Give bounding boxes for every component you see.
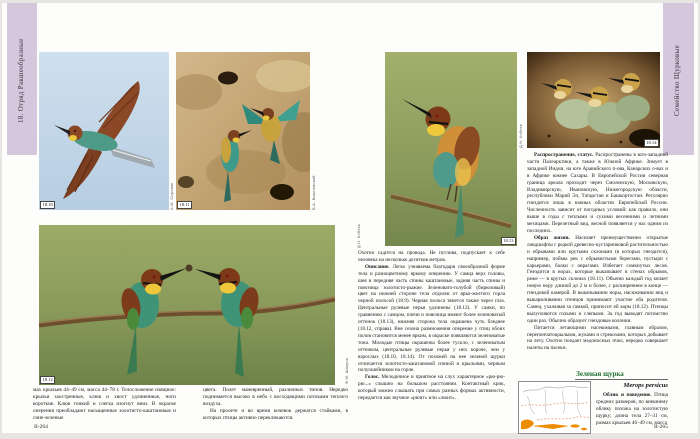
paragraph (358, 264, 505, 375)
paragraph (527, 152, 668, 235)
burrow-young-illustration (527, 52, 660, 148)
photo-credit: Д.Н. Кобезь (518, 124, 523, 148)
photo-18-10-flying-bee-eater (39, 52, 169, 210)
paragraph (527, 235, 668, 325)
flying-bee-eater-illustration (39, 52, 169, 210)
left-page-column-2 (203, 387, 348, 426)
right-family-tab (663, 3, 694, 155)
page-number-right: II-265 (654, 424, 668, 430)
paragraph: мах крыльев 44–49 см, масса 44–78 г. Телосложение изящное: крылья заостренные, клюв и хвост удлиненные, ноги короткие. Клюв тонкий и слегка изогнут вниз. В окраске оперения преобладают насыщенные золотисто-каштановые и сине-зеленые (33, 387, 176, 421)
right-page-column-1 (358, 250, 505, 436)
photo-label: 18.10 (40, 201, 55, 209)
paragraph: Питается летающими насекомыми, главным образом, перепончатокрылыми, жуками и стрекозами, которых добывает на лету. Охотно поедает медоносных пчел, нередко совершает налеты на пасеки. (527, 324, 668, 352)
paragraph-text: Легко узнаваема благодаря своеобразной форме тела и разноцветному яркому оперению. У самца верх головы, шея и передняя часть спины каштановые, задняя часть спины и поясница золотисто-рыжие. Зеленовато-голубой (бирюзовый) цвет на нижней стороне тела отделен от ярко-желтого горла черной полосой (18.9). Черная полоса тянется также через глаз. Центральные рулевые перья удлинены (18.12). У самки, по сравнению с самцом, плечи и поясница имеют более зеленоватый оттенок (18.13), нижняя сторона тела окрашена чуть бледнее (18.12, справа). Вне сезона размножения оперение у птиц обоих полов становится менее ярким, в окраске появляются зеленоватые тона. Молодые птицы окрашены более тускло, с зеленоватым оттенком, центральные рулевые перья у них короче, чем у взрослых (18.10, 18.14). От похожей на нее зеленой щурки отличается золотисто-каштановой спиной и крыльями, черным полуошейником на горле. (358, 263, 505, 374)
range-map-graphic (519, 382, 591, 434)
range-map (518, 381, 591, 434)
species-header-rule (575, 379, 668, 380)
paragraph (596, 392, 668, 427)
photo-credit: А.М. Сорокин (169, 182, 174, 210)
family-tab-label: Семейство Щурковые (673, 44, 681, 116)
paragraph-lead: Образ жизни. (534, 234, 570, 241)
bee-eater-pair-illustration (39, 225, 335, 385)
photo-credit: Д.Н. Кобезь (356, 224, 361, 248)
paragraph-lead: Распространение, статус. (534, 152, 594, 158)
paragraph-lead: Облик и поведение. (603, 392, 652, 398)
nest-cliff-illustration (176, 52, 310, 210)
perched-bee-eater-illustration (385, 52, 517, 246)
photo-18-13-perched-bee-eater (385, 52, 517, 246)
photo-credit: Ф.М. Шакула (344, 357, 349, 384)
page-number-left: II-264 (34, 424, 48, 430)
left-order-tab (7, 3, 37, 155)
paragraph-lead: Голос. (365, 374, 380, 381)
paragraph: цвета. Полет маневренный, различных типов. Нередко поднимается высоко в небо с восходящими потоками теплого воздуха. (203, 387, 348, 407)
paragraph-lead: Описание. (365, 263, 390, 270)
photo-18-14-young-in-burrow (527, 52, 660, 148)
left-page-column-1 (33, 387, 176, 426)
paragraph: Охотно садится на провода. Не пуглива, подпускает к себе человека на несколько десятков метров. (358, 250, 505, 263)
photo-label: 18.11 (177, 201, 192, 209)
paragraph: На пролете и во время кочевок держатся стайками, в которых птицы активно перекликаются. (203, 408, 348, 421)
photo-18-11-nest-cliff (176, 52, 310, 210)
paragraph-text: Распространены в юго-западной части Палеарктики, а также в Южной Африке. Зимует в западной Индии, на юге Аравийского п-ова, Канарских о-вах и в Африке южнее Сахары. В Европейской России северная граница ареала проходит через Смоленскую, Московскую, Владимирскую, Ивановскую, Нижегородскую области, республики Марий Эл, Татарстан и Башкортостан. Регулярно гнездится лишь в южных областях Европейской России. Численность зависит от погодных условий: как правило, они выше в годы с теплыми и сухими весенними и летними месяцами. Перелетный вид, весной появляется у нас одним из последних. (527, 152, 668, 234)
photo-18-12-pair-on-branch (39, 225, 335, 385)
species-latin-name: Merops persicus (623, 382, 668, 389)
paragraph (358, 374, 505, 402)
order-tab-label: 18. Отряд Ракшеобразные (17, 38, 25, 124)
paragraph-text: Населяет преимущественно открытые ландшафты с редкой древесно-кустарниковой растительностью и обрывами или крутыми склонами (в которых гнездится), например, поймы рек с обрывистыми берегами, пустыри с карьерами, балки с оврагами. Избегает сомкнутых лесов. Гнездится в норах, которые выкапывает в стенах обрывов, реже — в крутых склонах (18.11). Обычно каждый год копает новую нору длиной до 2 м и более, с расширением в конце — гнездовой камерой. В выкапывании норы, насиживании яиц и выкармливании птенцов принимают участие оба родителя. Самец, ухаживая за самкой, приносит ей корм (18.12). Птенцы вылупляются голыми и слепыми. За год выводят потомство один раз. Обычно образует гнездовые колонии. (527, 234, 668, 324)
photo-label: 18.14 (644, 139, 659, 147)
photo-label: 18.13 (501, 237, 516, 245)
paragraph-text: Птица средних размеров, по внешнему облику похожа на золотистую щурку; длина тела 27–31 см, размах крыльев 46–49 см, масса (596, 392, 668, 426)
species-name-header: Зеленая щурка (576, 370, 624, 378)
photo-credit: В.А. Вишневский (311, 175, 316, 210)
paragraph-text: Мелодичное и приятное на слух характерное «рю-рю-рю...» слышно на большом расстоянии. Контактный крик, который можно слышать при самых разных формах активности, передается как звучное «рюит» или «люит». (358, 374, 505, 402)
right-page-column-2 (527, 152, 668, 364)
photo-label: 18.12 (40, 376, 55, 384)
